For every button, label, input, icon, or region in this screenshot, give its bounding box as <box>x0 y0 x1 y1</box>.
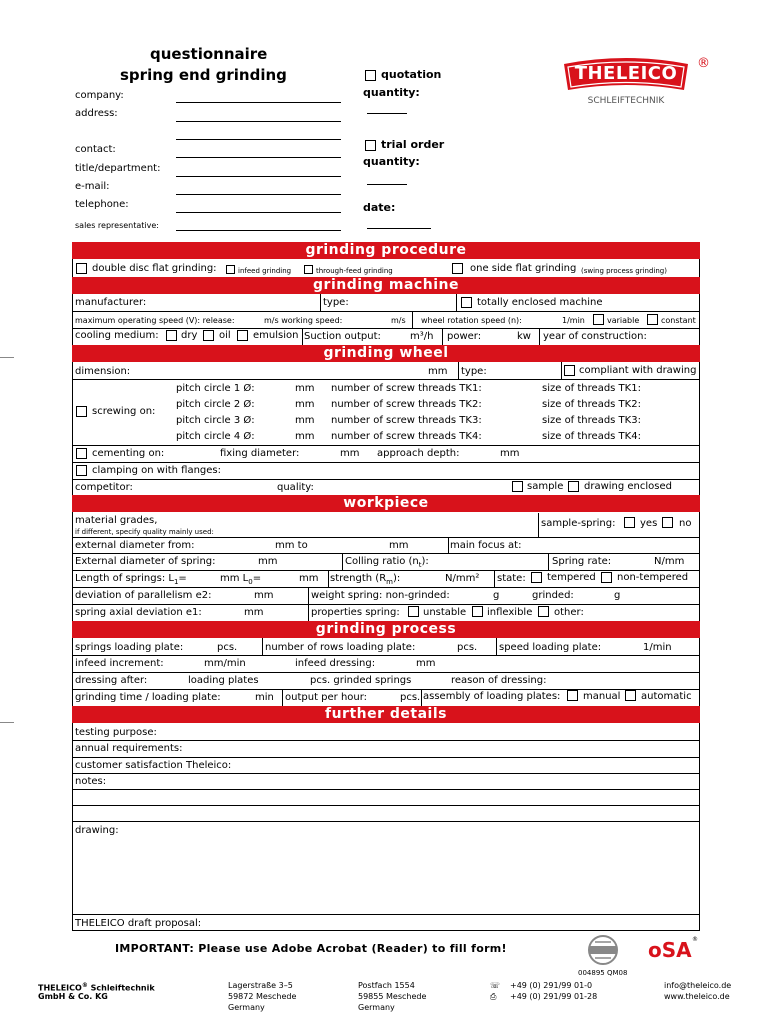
output-pcs: pcs. <box>400 692 421 703</box>
footer-pobox: Postfach 1554 <box>358 981 415 990</box>
ms-unit: m/s <box>391 316 406 325</box>
coiling-sub: t <box>418 561 422 569</box>
row-line <box>72 821 700 822</box>
phone-icon: ☏ <box>490 981 501 990</box>
spring-rate-label: Spring rate: <box>552 556 612 567</box>
oil-label: oil <box>219 330 231 341</box>
margin-mark-1 <box>0 357 14 358</box>
divider <box>342 553 343 570</box>
quantity1-field[interactable] <box>367 113 407 114</box>
quantity1-label: quantity: <box>363 86 420 99</box>
manual-label: manual <box>583 691 621 702</box>
dry-label: dry <box>181 330 198 341</box>
length-label <box>75 573 187 588</box>
assembly-label: assembly of loading plates: <box>423 691 561 702</box>
row-line <box>72 553 700 554</box>
footer-country: Germany <box>228 1003 265 1012</box>
threads-tk3: number of screw threads TK3: <box>331 415 482 426</box>
loading-plates-label: loading plates <box>188 675 259 686</box>
quantity2-label: quantity: <box>363 155 420 168</box>
address-field-1[interactable] <box>176 121 341 122</box>
row-line <box>72 445 700 446</box>
fax-icon: ⎙ <box>490 992 497 1001</box>
row-line <box>72 462 700 463</box>
wheel-type-label: type: <box>461 366 487 377</box>
main-focus-label: main focus at: <box>450 540 522 551</box>
title-department-field[interactable] <box>176 176 341 177</box>
speed-loading-unit: 1/min <box>643 642 672 653</box>
divider <box>548 553 549 570</box>
output-label: output per hour: <box>285 692 368 703</box>
approach-mm: mm <box>500 448 520 459</box>
telephone-field[interactable] <box>176 212 341 213</box>
power-label: power: <box>447 331 482 342</box>
footer-email[interactable]: info@theleico.de <box>664 981 732 990</box>
drawing-label[interactable]: drawing: <box>75 825 119 836</box>
telephone-label: telephone: <box>75 199 129 210</box>
size-tk1: size of threads TK1: <box>542 383 641 394</box>
inflexible-label: inflexible <box>487 607 533 618</box>
l0-sub: 0 <box>248 578 253 586</box>
suction-label: Suction output: <box>304 331 381 342</box>
row-line <box>72 773 700 774</box>
one-side-label: one side flat grinding <box>470 263 577 274</box>
through-feed-checkbox[interactable] <box>304 265 313 274</box>
quotation-checkbox[interactable] <box>365 70 376 81</box>
through-feed-label: through-feed grinding <box>316 267 393 275</box>
length-mm: mm <box>299 573 319 584</box>
size-tk4: size of threads TK4: <box>542 431 641 442</box>
non-tempered-label: non-tempered <box>617 572 689 583</box>
dry-checkbox[interactable] <box>166 330 177 341</box>
unstable-checkbox[interactable] <box>408 606 419 617</box>
section-workpiece: workpiece <box>72 495 700 512</box>
automatic-label: automatic <box>641 691 692 702</box>
footer-web[interactable]: www.theleico.de <box>664 992 730 1001</box>
manufacturer-label: manufacturer: <box>75 297 147 308</box>
grinded-g: g <box>614 590 621 601</box>
contact-field[interactable] <box>176 157 341 158</box>
row-line <box>72 655 700 656</box>
row-line <box>72 789 700 790</box>
parallelism-mm: mm <box>254 590 274 601</box>
grinded-label: grinded: <box>532 590 574 601</box>
row-line <box>72 479 700 480</box>
divider <box>539 328 540 345</box>
weight-label: weight spring: non-grinded: <box>311 590 450 601</box>
company-label: company: <box>75 90 124 101</box>
pitch-1-mm: mm <box>295 383 315 394</box>
ext-diam-spring-mm: mm <box>258 556 278 567</box>
emulsion-checkbox[interactable] <box>237 330 248 341</box>
infeed-dress-label: infeed dressing: <box>295 658 376 669</box>
coiling-end: ): <box>421 556 429 567</box>
grinding-time-unit: min <box>255 692 274 703</box>
fixing-mm: mm <box>340 448 360 459</box>
enclosed-label: totally enclosed machine <box>477 297 603 308</box>
row-line <box>72 805 700 806</box>
divider <box>494 570 495 587</box>
section-further-details: further details <box>72 706 700 723</box>
footer-company-suffix: Schleiftechnik <box>87 983 155 993</box>
annual-label: annual requirements: <box>75 743 183 754</box>
pitch-circle-2: pitch circle 2 Ø: <box>176 399 255 410</box>
divider <box>302 328 303 345</box>
coiling-label <box>345 556 429 571</box>
divider <box>442 328 443 345</box>
axial-label: spring axial deviation e1: <box>75 607 202 618</box>
screwing-checkbox[interactable] <box>76 406 87 417</box>
spring-rate-unit: N/mm <box>654 556 685 567</box>
certification-seal-icon <box>583 934 623 966</box>
section-grinding-procedure: grinding procedure <box>72 242 700 259</box>
rows-pcs: pcs. <box>457 642 478 653</box>
other-label: other: <box>554 607 584 618</box>
dressing-after-label: dressing after: <box>75 675 148 686</box>
title-department-label: title/department: <box>75 163 161 174</box>
testing-label: testing purpose: <box>75 727 157 738</box>
rows-label: number of rows loading plate: <box>265 642 416 653</box>
divider <box>456 294 457 311</box>
sample-label: sample <box>527 481 564 492</box>
date-label: date: <box>363 201 396 214</box>
divider <box>328 570 329 587</box>
trial-order-label: trial order <box>381 138 445 151</box>
inflexible-checkbox[interactable] <box>472 606 483 617</box>
infeed-inc-unit: mm/min <box>204 658 246 669</box>
address-label: address: <box>75 108 118 119</box>
ms-working-label: m/s working speed: <box>264 316 343 325</box>
coiling-text: Colling ratio (n <box>345 556 419 567</box>
properties-label: properties spring: <box>311 607 400 618</box>
contact-label: contact: <box>75 144 116 155</box>
max-speed-label: maximum operating speed (V): release: <box>75 316 235 325</box>
footer-phone: +49 (0) 291/99 01-0 <box>510 981 593 990</box>
row-line <box>72 757 700 758</box>
threads-tk1: number of screw threads TK1: <box>331 383 482 394</box>
emulsion-label: emulsion <box>253 330 299 341</box>
unstable-label: unstable <box>423 607 467 618</box>
strength-text: strength (R <box>330 573 387 584</box>
reason-label: reason of dressing: <box>451 675 547 686</box>
kw-unit: kw <box>517 331 531 342</box>
parallelism-label: deviation of parallelism e2: <box>75 590 212 601</box>
divider <box>458 362 459 379</box>
approach-label: approach depth: <box>377 448 460 459</box>
yes-checkbox[interactable] <box>624 517 635 528</box>
footer-city: 59872 Meschede <box>228 992 297 1001</box>
loading-plate-pcs: pcs. <box>217 642 238 653</box>
sample-spring-label: sample-spring: <box>541 518 616 529</box>
infeed-checkbox[interactable] <box>226 265 235 274</box>
swing-label: (swing process grinding) <box>581 267 667 275</box>
sales-rep-field[interactable] <box>176 230 341 231</box>
other-checkbox[interactable] <box>538 606 549 617</box>
divider <box>412 311 413 328</box>
drawing-enclosed-checkbox[interactable] <box>568 481 579 492</box>
variable-checkbox[interactable] <box>593 314 604 325</box>
dimension-label: dimension: <box>75 366 131 377</box>
size-tk2: size of threads TK2: <box>542 399 641 410</box>
weight-g: g <box>493 590 500 601</box>
footer-company-2: GmbH & Co. KG <box>38 992 108 1001</box>
oil-checkbox[interactable] <box>203 330 214 341</box>
quantity2-field[interactable] <box>367 184 407 185</box>
row-line <box>72 537 700 538</box>
pitch-circle-1: pitch circle 1 Ø: <box>176 383 255 394</box>
competitor-label: competitor: <box>75 482 133 493</box>
pitch-3-mm: mm <box>295 415 315 426</box>
divider <box>320 294 321 311</box>
l0-label <box>220 573 261 588</box>
osa-logo: oSA <box>648 938 692 962</box>
strength-unit: N/mm² <box>445 573 480 584</box>
infeed-dress-mm: mm <box>416 658 436 669</box>
divider <box>496 638 497 655</box>
screwing-label: screwing on: <box>92 406 156 417</box>
length-end: = <box>178 573 187 584</box>
speed-loading-label: speed loading plate: <box>499 642 602 653</box>
row-line <box>72 587 700 588</box>
pitch-circle-4: pitch circle 4 Ø: <box>176 431 255 442</box>
length-sub: 1 <box>173 578 179 586</box>
osa-registered: ® <box>692 936 698 943</box>
ext-diam-mm: mm <box>389 540 409 551</box>
strength-sub: m <box>386 578 393 586</box>
threads-tk2: number of screw threads TK2: <box>331 399 482 410</box>
infeed-label: infeed grinding <box>238 267 292 275</box>
notes-label: notes: <box>75 776 107 787</box>
email-field[interactable] <box>176 194 341 195</box>
material-label: material grades, <box>75 515 158 526</box>
constant-checkbox[interactable] <box>647 314 658 325</box>
grinding-time-label: grinding time / loading plate: <box>75 692 221 703</box>
row-line <box>72 311 700 312</box>
mm-to-label: mm to <box>275 540 308 551</box>
row-line <box>72 672 700 673</box>
footer-company-name: THELEICO <box>38 983 82 993</box>
l0-end: = <box>252 573 262 584</box>
automatic-checkbox[interactable] <box>625 690 636 701</box>
draft-label: THELEICO draft proposal: <box>75 918 202 929</box>
row-line <box>72 570 700 571</box>
ext-diam-from-label: external diameter from: <box>75 540 195 551</box>
cert-code: 004895 QM08 <box>578 969 628 977</box>
double-disc-checkbox[interactable] <box>76 263 87 274</box>
cooling-label: cooling medium: <box>75 330 159 341</box>
address-field-2[interactable] <box>176 139 341 140</box>
divider <box>282 689 283 706</box>
quality-label: quality: <box>277 482 314 493</box>
cementing-checkbox[interactable] <box>76 448 87 459</box>
no-label: no <box>679 518 692 529</box>
double-disc-label: double disc flat grinding: <box>92 263 217 274</box>
strength-end: ): <box>392 573 401 584</box>
pitch-2-mm: mm <box>295 399 315 410</box>
footer-fax: +49 (0) 291/99 01-28 <box>510 992 598 1001</box>
pitch-circle-3: pitch circle 3 Ø: <box>176 415 255 426</box>
divider <box>538 513 539 537</box>
if-different-label: if different, specify quality mainly used: <box>75 528 214 536</box>
row-line <box>72 689 700 690</box>
cementing-label: cementing on: <box>92 448 165 459</box>
satisfaction-label: customer satisfaction Theleico: <box>75 760 232 771</box>
threads-tk4: number of screw threads TK4: <box>331 431 482 442</box>
manual-checkbox[interactable] <box>567 690 578 701</box>
section-grinding-process: grinding process <box>72 621 700 638</box>
m3h-unit: m³/h <box>410 331 434 342</box>
theleico-logo <box>560 54 692 106</box>
divider <box>421 689 422 706</box>
variable-label: variable <box>607 316 640 325</box>
tempered-label: tempered <box>547 572 596 583</box>
pitch-4-mm: mm <box>295 431 315 442</box>
clamping-label: clamping on with flanges: <box>92 465 222 476</box>
quotation-label: quotation <box>381 68 442 81</box>
sales-rep-label: sales representative: <box>75 221 159 230</box>
footer-pocountry: Germany <box>358 1003 395 1012</box>
year-label: year of construction: <box>543 331 647 342</box>
size-tk3: size of threads TK3: <box>542 415 641 426</box>
divider <box>262 638 263 655</box>
trial-order-checkbox[interactable] <box>365 140 376 151</box>
row-line <box>72 740 700 741</box>
divider <box>308 587 309 604</box>
footer-pocity: 59855 Meschede <box>358 992 427 1001</box>
important-note: IMPORTANT: Please use Adobe Acrobat (Reader) to fill form! <box>115 942 507 955</box>
tempered-checkbox[interactable] <box>531 572 542 583</box>
divider <box>308 604 309 621</box>
footer-reg: ® <box>81 982 88 989</box>
pcs-grinded-label: pcs. grinded springs <box>310 675 412 686</box>
company-field[interactable] <box>176 102 341 103</box>
registered-mark: ® <box>697 56 710 71</box>
logo-sub: SCHLEIFTECHNIK <box>587 96 665 106</box>
compliant-label: compliant with drawing <box>579 365 697 376</box>
sample-checkbox[interactable] <box>512 481 523 492</box>
title-line2: spring end grinding <box>120 66 287 84</box>
length-text: Length of springs: L <box>75 573 174 584</box>
clamping-checkbox[interactable] <box>76 465 87 476</box>
row-line <box>72 328 700 329</box>
non-tempered-checkbox[interactable] <box>601 572 612 583</box>
one-side-checkbox[interactable] <box>452 263 463 274</box>
email-label: e-mail: <box>75 181 110 192</box>
dimension-mm: mm <box>428 366 448 377</box>
row-line <box>72 914 700 915</box>
enclosed-checkbox[interactable] <box>461 297 472 308</box>
margin-mark-2 <box>0 722 14 723</box>
infeed-inc-label: infeed increment: <box>75 658 164 669</box>
machine-type-label: type: <box>323 297 349 308</box>
drawing-enclosed-label: drawing enclosed <box>584 481 673 492</box>
ext-diam-spring-label: External diameter of spring: <box>75 556 216 567</box>
section-grinding-wheel: grinding wheel <box>72 345 700 362</box>
state-label: state: <box>497 573 526 584</box>
strength-label <box>330 573 400 588</box>
row-line <box>72 379 700 380</box>
loading-plate-label: springs loading plate: <box>75 642 184 653</box>
divider <box>448 537 449 553</box>
per-min-unit: 1/min <box>562 316 585 325</box>
logo-text: THELEICO <box>574 63 678 84</box>
yes-label: yes <box>640 518 658 529</box>
date-field[interactable] <box>367 228 431 229</box>
constant-label: constant <box>661 316 696 325</box>
no-checkbox[interactable] <box>662 517 673 528</box>
divider <box>561 362 562 379</box>
section-grinding-machine: grinding machine <box>72 277 700 294</box>
fixing-label: fixing diameter: <box>220 448 300 459</box>
title-line1: questionnaire <box>150 45 268 63</box>
l0-text: mm L <box>220 573 249 584</box>
compliant-checkbox[interactable] <box>564 365 575 376</box>
footer-street: Lagerstraße 3–5 <box>228 981 293 990</box>
row-line <box>72 604 700 605</box>
axial-mm: mm <box>244 607 264 618</box>
wheel-rotation-label: wheel rotation speed (n): <box>421 316 522 325</box>
